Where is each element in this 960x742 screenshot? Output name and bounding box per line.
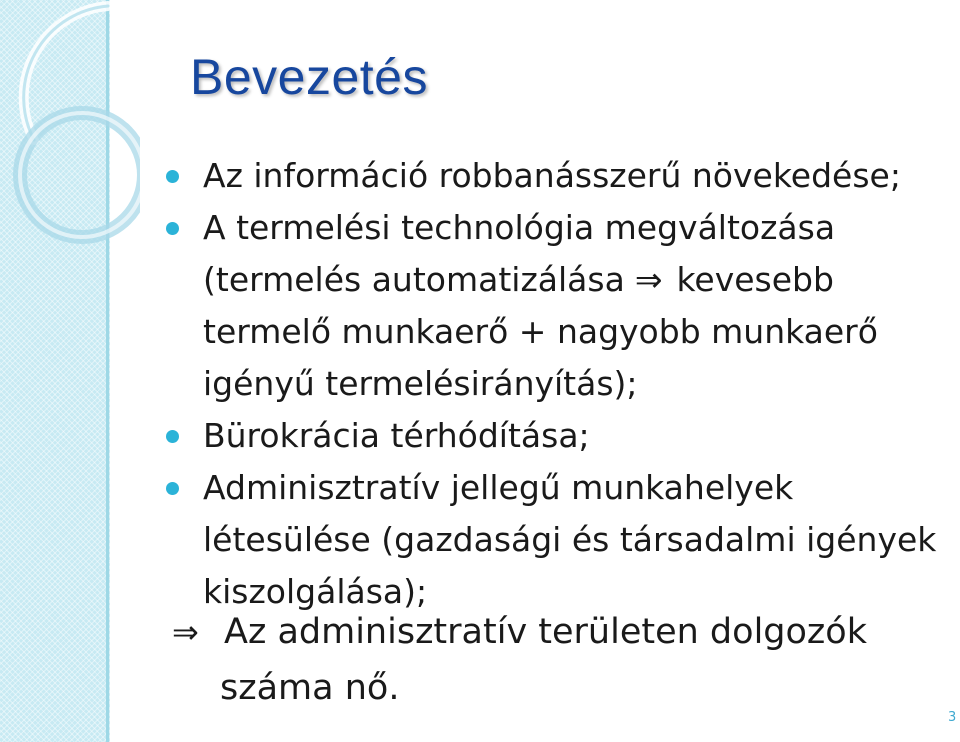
bullet-text-line-with-arrow xyxy=(203,254,955,306)
arrow-suffix-text: kevesebb xyxy=(676,260,834,299)
conclusion-arrow-icon: ⇒ xyxy=(172,613,199,651)
bullet-dot-icon xyxy=(166,430,179,443)
bullet-text-line: Adminisztratív jellegű munkahelyek xyxy=(203,468,794,507)
conclusion-text: Az adminisztratív területen dolgozók xyxy=(224,612,867,652)
bullet-dot-icon xyxy=(166,482,179,495)
bullet-item-production-technology xyxy=(203,202,955,410)
conclusion-text-line2: száma nő. xyxy=(220,668,400,708)
bullet-text-line: Az információ robbanásszerű növekedése; xyxy=(203,156,901,195)
bullet-text-line: Bürokrácia térhódítása; xyxy=(203,416,590,455)
bullet-dot-icon xyxy=(166,222,179,235)
bullet-text-line: igényű termelésirányítás); xyxy=(203,364,638,403)
bullet-item-bureaucracy xyxy=(203,410,955,462)
bullet-item-information-growth xyxy=(203,150,955,202)
bullet-dot-icon xyxy=(166,170,179,183)
bullet-text-line: termelő munkaerő + nagyobb munkaerő xyxy=(203,312,878,351)
bullet-text-line: létesülése (gazdasági és társadalmi igények xyxy=(203,520,937,559)
bullet-list xyxy=(203,150,955,618)
decorative-ring xyxy=(20,113,140,237)
bullet-text-line: kiszolgálása); xyxy=(203,572,428,611)
conclusion-line xyxy=(172,604,867,660)
arrow-prefix-text: (termelés automatizálása xyxy=(203,260,625,299)
page-number: 3 xyxy=(948,710,957,725)
implies-arrow-icon: ⇒ xyxy=(634,260,663,299)
conclusion-block xyxy=(172,604,867,716)
slide-title: Bevezetés xyxy=(190,49,428,105)
bullet-text-line: A termelési technológia megváltozása xyxy=(203,208,836,247)
bullet-item-administrative-jobs xyxy=(203,462,955,618)
decorative-arcs xyxy=(0,0,140,260)
